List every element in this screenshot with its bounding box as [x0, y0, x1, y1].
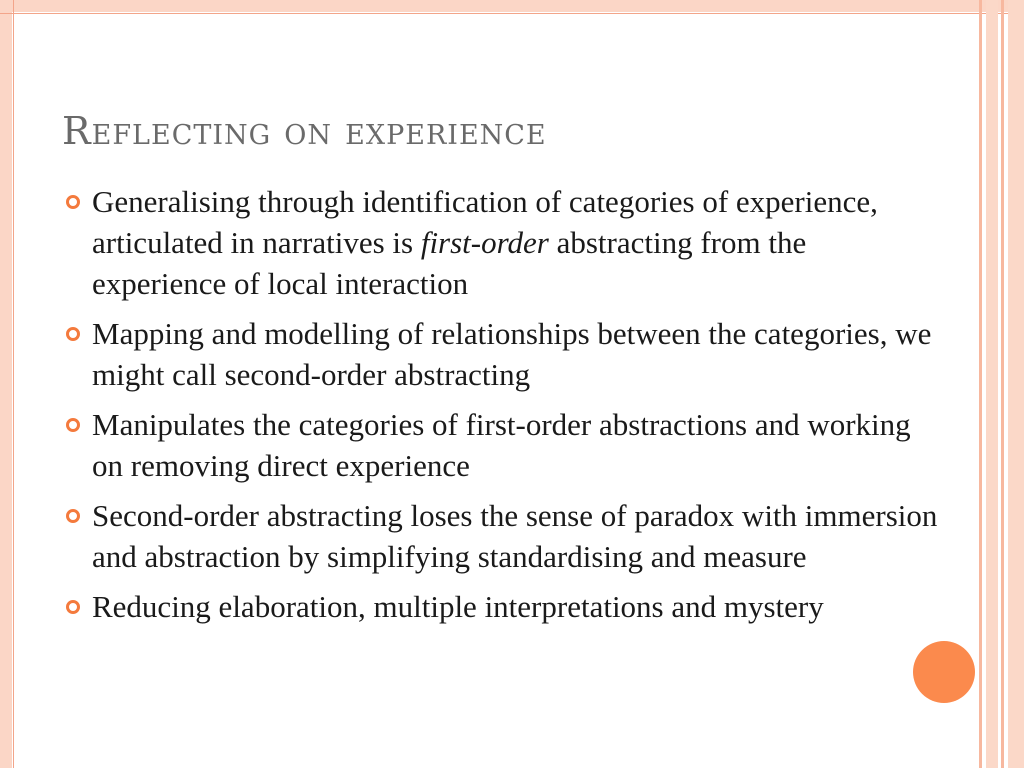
frame-top-line	[0, 0, 1024, 14]
right-stripe-4	[1008, 0, 1024, 768]
bullet-ring-icon	[66, 327, 80, 341]
bullet-item-3	[62, 404, 942, 486]
bullet-text-1a: Generalising through identification of categories of experience, articulated in narratives is	[92, 184, 878, 260]
bullet-text-2: Mapping and modelling of relationships between the categories, we might call second-order abstracting	[92, 316, 932, 392]
bullet-list	[62, 181, 942, 636]
bullet-text-3: Manipulates the categories of first-order abstractions and working on removing direct experience	[92, 407, 911, 483]
right-stripe-1	[979, 0, 982, 768]
bullet-ring-icon	[66, 195, 80, 209]
bullet-text-4: Second-order abstracting loses the sense of paradox with immersion and abstraction by simplifying standardising and measure	[92, 498, 938, 574]
bullet-item-2	[62, 313, 942, 395]
slide-title: Reflecting on experience	[62, 109, 547, 153]
bullet-ring-icon	[66, 418, 80, 432]
bullet-text-1b: abstracting from the experience of local interaction	[92, 225, 807, 301]
bullet-item-1	[62, 181, 942, 304]
right-stripe-3	[1001, 0, 1004, 768]
bullet-item-5	[62, 586, 942, 627]
decorative-orb	[913, 641, 975, 703]
right-stripe-2	[986, 0, 998, 768]
frame-left-line	[0, 0, 14, 768]
bullet-ring-icon	[66, 600, 80, 614]
bullet-text-5: Reducing elaboration, multiple interpretations and mystery	[92, 589, 824, 624]
bullet-ring-icon	[66, 509, 80, 523]
bullet-item-4	[62, 495, 942, 577]
bullet-emphasis: first-order	[420, 225, 549, 260]
